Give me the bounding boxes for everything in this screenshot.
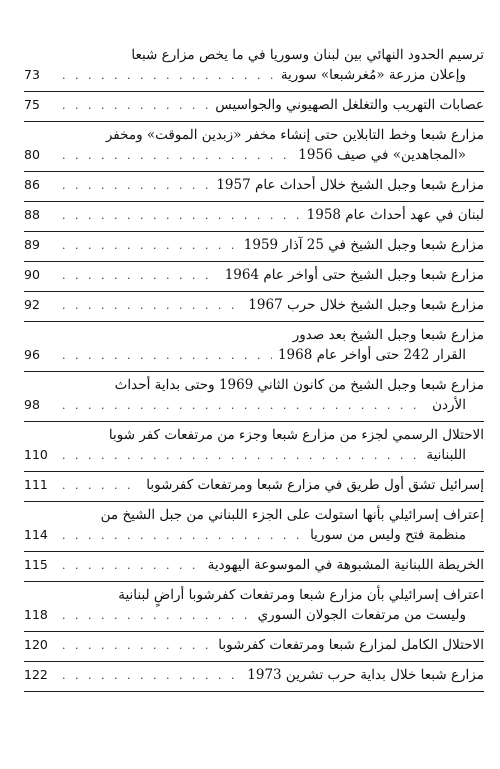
toc-entry-title: الاحتلال الكامل لمزارع شبعا ومرتفعات كفرشوبا [218, 637, 484, 653]
dot-leader [62, 176, 210, 196]
toc-entry-title: «المجاهدين» في صيف 1956 [298, 147, 466, 163]
toc-entry[interactable] [24, 502, 484, 552]
toc-entry[interactable] [24, 172, 484, 202]
toc-entry-last-line [24, 345, 484, 366]
toc-entry-line [24, 375, 484, 395]
toc-entry-title: مزارع شبعا وجبل الشيخ بعد صدور [292, 327, 484, 343]
dot-leader [62, 296, 242, 316]
toc-entry-last-line [24, 525, 484, 546]
toc-entry-title: اعتراف إسرائيلي بأن مزارع شبعا ومرتفعات كفرشوبا أراضٍ لبنانية [118, 587, 484, 603]
toc-entry[interactable] [24, 422, 484, 472]
toc-entry-last-line [24, 95, 484, 116]
toc-entry-title: عصابات التهريب والتغلغل الصهيوني والجواسيس [215, 97, 484, 113]
toc-entry-title: مزارع شبعا وجبل الشيخ من كانون الثاني 1969 وحتى بداية أحداث [114, 377, 484, 393]
page-number: 120 [24, 637, 48, 652]
page-number: 122 [24, 667, 48, 682]
toc-entry-last-line [24, 555, 484, 576]
toc-entry[interactable] [24, 662, 484, 692]
toc-entry-last-line [24, 395, 484, 416]
toc-entry-last-line [24, 265, 484, 286]
toc-entry-line [24, 505, 484, 525]
page-number: 86 [24, 177, 40, 192]
toc-entry-title: الاحتلال الرسمي لجزء من مزارع شبعا وجزء من مرتفعات كفر شوبا [108, 427, 484, 443]
dot-leader [62, 146, 292, 166]
dot-leader [62, 266, 219, 286]
toc-entry-line [24, 585, 484, 605]
dot-leader [62, 606, 252, 626]
page-number: 111 [24, 477, 48, 492]
page-number: 89 [24, 237, 40, 252]
page-number: 114 [24, 527, 48, 542]
toc-entry[interactable] [24, 262, 484, 292]
toc-entry-line [24, 425, 484, 445]
toc-entry-title: منظمة فتح وليس من سوريا [310, 527, 466, 543]
page-number: 115 [24, 557, 48, 572]
toc-entry-line [24, 125, 484, 145]
dot-leader [62, 206, 301, 226]
toc-entry-title: الخريطة اللبنانية المشبوهة في الموسوعة اليهودية [207, 557, 484, 573]
toc-entry-title: مزارع شبعا خلال بداية حرب تشرين 1973 [247, 667, 484, 683]
toc-entry-last-line [24, 65, 484, 86]
dot-leader [62, 396, 426, 416]
dot-leader [62, 346, 272, 366]
toc-entry-last-line [24, 635, 484, 656]
page-number: 98 [24, 397, 40, 412]
toc-entry-title: وإعلان مزرعة «مُغرشبعا» سورية [280, 67, 466, 83]
toc-entry-title: إسرائيل تشق أول طريق في مزارع شبعا ومرتفعات كفرشوبا [146, 477, 484, 493]
dot-leader [62, 476, 140, 496]
dot-leader [62, 636, 212, 656]
dot-leader [62, 526, 304, 546]
toc-entry-last-line [24, 145, 484, 166]
toc-entry-last-line [24, 665, 484, 686]
dot-leader [62, 666, 241, 686]
toc-entry[interactable] [24, 372, 484, 422]
toc-entry-title: مزارع شبعا وجبل الشيخ خلال أحداث عام 1957 [216, 177, 484, 193]
toc-entry-title: وليست من مرتفعات الجولان السوري [257, 607, 466, 623]
page-number: 80 [24, 147, 40, 162]
toc-entry[interactable] [24, 92, 484, 122]
page-number: 118 [24, 607, 48, 622]
page-number: 110 [24, 447, 48, 462]
toc-entry-title: مزارع شبعا وجبل الشيخ حتى أواخر عام 1964 [224, 267, 484, 283]
toc-entry[interactable] [24, 232, 484, 262]
toc-entry-last-line [24, 295, 484, 316]
toc-entry-title: مزارع شبعا وخط التابلاين حتى إنشاء مخفر «زبدين الموقت» ومخفر [105, 127, 484, 143]
dot-leader [62, 96, 209, 116]
toc-entry[interactable] [24, 552, 484, 582]
toc-entry[interactable] [24, 582, 484, 632]
dot-leader [62, 446, 420, 466]
table-of-contents [24, 42, 484, 692]
toc-entry-title: القرار 242 حتى أواخر عام 1968 [277, 347, 466, 363]
page-number: 92 [24, 297, 40, 312]
toc-entry[interactable] [24, 42, 484, 92]
toc-entry-last-line [24, 175, 484, 196]
toc-entry-last-line [24, 475, 484, 496]
toc-entry[interactable] [24, 632, 484, 662]
dot-leader [62, 556, 202, 576]
toc-entry-line [24, 45, 484, 65]
toc-entry[interactable] [24, 292, 484, 322]
page-number: 90 [24, 267, 40, 282]
toc-entry-title: لبنان في عهد أحداث عام 1958 [306, 207, 484, 223]
toc-entry-title: ترسيم الحدود النهائي بين لبنان وسوريا في ما يخص مزارع شبعا [131, 47, 484, 63]
toc-entry-last-line [24, 205, 484, 226]
toc-entry-last-line [24, 445, 484, 466]
toc-entry[interactable] [24, 202, 484, 232]
toc-entry-title: مزارع شبعا وجبل الشيخ خلال حرب 1967 [248, 297, 484, 313]
toc-entry-title: إعتراف إسرائيلي بأنها استولت على الجزء اللبناني من جبل الشيخ من [100, 507, 484, 523]
toc-entry-line [24, 325, 484, 345]
toc-entry[interactable] [24, 472, 484, 502]
page-number: 73 [24, 67, 40, 82]
toc-entry-last-line [24, 235, 484, 256]
page-number: 96 [24, 347, 40, 362]
toc-entry[interactable] [24, 322, 484, 372]
toc-entry-title: اللبنانية [426, 447, 466, 463]
page-number: 75 [24, 97, 40, 112]
dot-leader [62, 66, 275, 86]
dot-leader [62, 236, 238, 256]
page-number: 88 [24, 207, 40, 222]
toc-entry-last-line [24, 605, 484, 626]
toc-entry-title: مزارع شبعا وجبل الشيخ في 25 آذار 1959 [243, 237, 484, 253]
toc-entry-title: الأردن [432, 397, 466, 413]
toc-entry[interactable] [24, 122, 484, 172]
